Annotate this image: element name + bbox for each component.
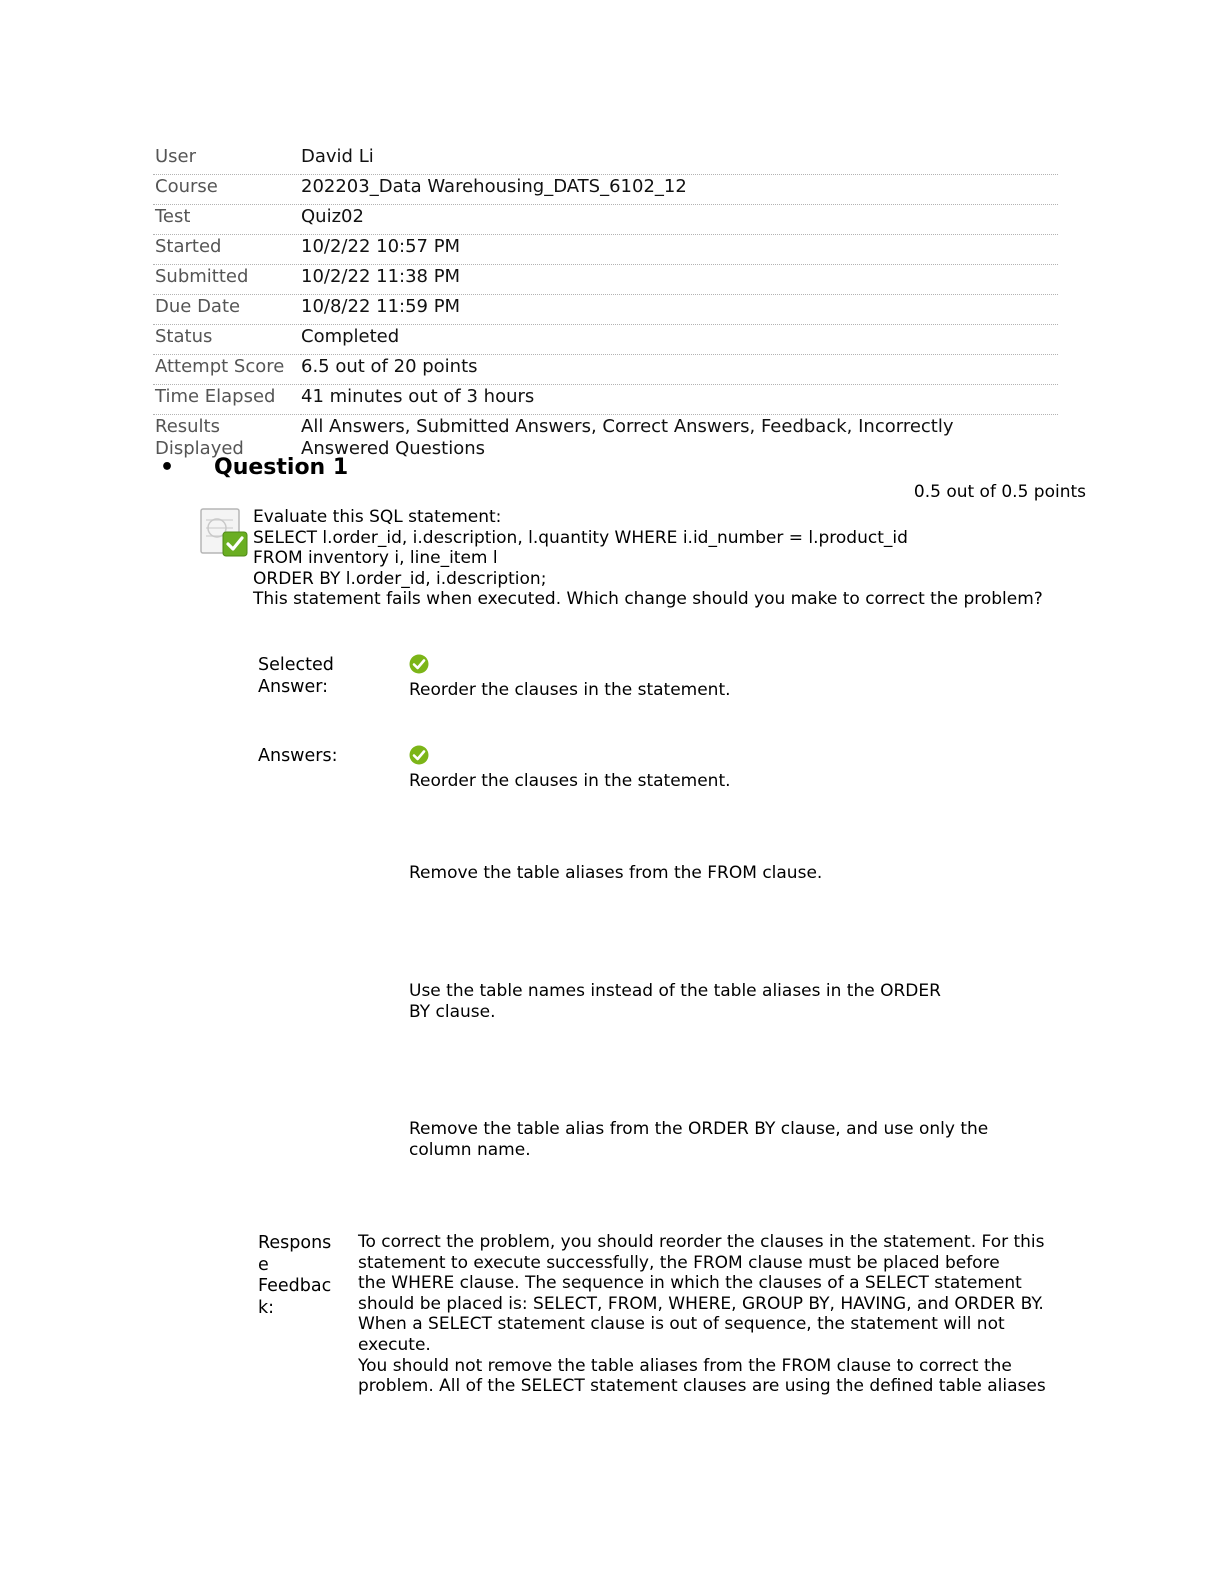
selected-answer-text: Reorder the clauses in the statement. <box>409 680 731 700</box>
summary-row-status <box>153 325 1058 355</box>
summary-value: 10/2/22 10:57 PM <box>301 235 1058 265</box>
question-points: 0.5 out of 0.5 points <box>913 482 1086 502</box>
question-text-line: ORDER BY l.order_id, i.description; <box>253 568 547 589</box>
summary-row-time-elapsed <box>153 385 1058 415</box>
answers-label: Answers: <box>258 746 338 766</box>
summary-value: David Li <box>301 145 1058 175</box>
summary-value: 202203_Data Warehousing_DATS_6102_12 <box>301 175 1058 205</box>
question-title: Question 1 <box>214 455 349 480</box>
summary-value: All Answers, Submitted Answers, Correct Answers, Feedback, Incorrectly Answered Questions <box>301 416 954 459</box>
summary-label: User <box>153 145 301 175</box>
summary-value: 41 minutes out of 3 hours <box>301 385 1058 415</box>
attempt-summary-table <box>153 145 1058 460</box>
correct-question-icon <box>197 506 249 558</box>
green-check-icon <box>409 745 429 765</box>
summary-value: 10/8/22 11:59 PM <box>301 295 1058 325</box>
summary-label: Status <box>153 325 301 355</box>
summary-row-attempt-score <box>153 355 1058 385</box>
summary-value: Quiz02 <box>301 205 1058 235</box>
answer-option: Use the table names instead of the table aliases in the ORDER BY clause. <box>409 981 941 1022</box>
response-feedback-label: Respons e Feedbac k: <box>258 1233 332 1318</box>
summary-label: Attempt Score <box>153 355 301 385</box>
summary-row-due-date <box>153 295 1058 325</box>
answer-option: Reorder the clauses in the statement. <box>409 771 731 791</box>
answer-option: Remove the table alias from the ORDER BY clause, and use only the column name. <box>409 1119 989 1160</box>
question-text-line: SELECT l.order_id, i.description, l.quantity WHERE i.id_number = l.product_id <box>253 527 908 548</box>
summary-value: Completed <box>301 325 1058 355</box>
summary-value: 10/2/22 11:38 PM <box>301 265 1058 295</box>
bullet: • <box>160 455 175 480</box>
question-text-line: FROM inventory i, line_item l <box>253 548 498 569</box>
summary-row-user <box>153 145 1058 175</box>
summary-label: Submitted <box>153 265 301 295</box>
summary-value: 6.5 out of 20 points <box>301 355 1058 385</box>
question-text-line: This statement fails when executed. Which change should you make to correct the problem? <box>253 589 1043 610</box>
summary-label: Results Displayed <box>155 416 244 459</box>
summary-row-course <box>153 175 1058 205</box>
green-check-icon <box>409 654 429 674</box>
summary-row-test <box>153 205 1058 235</box>
question-text <box>253 507 1103 610</box>
summary-row-submitted <box>153 265 1058 295</box>
summary-label: Started <box>153 235 301 265</box>
summary-label: Course <box>153 175 301 205</box>
summary-row-results-displayed <box>153 415 1058 461</box>
question-text-line: Evaluate this SQL statement: <box>253 507 502 527</box>
summary-label: Due Date <box>153 295 301 325</box>
summary-row-started <box>153 235 1058 265</box>
response-feedback-text: To correct the problem, you should reorder the clauses in the statement. For this statement to execute successfully, the FROM clause must be placed before the WHERE clause. The sequence in which the clauses of a SELECT statement should be placed is: SELECT, FROM, WHERE, GROUP BY, HAVING, and ORDER BY. When a SELECT statement clause is out of sequence, the statement will not execute. You should not remove the table aliases from the FROM clause to correct the problem. All of the SELECT statement clauses are using the defined table aliases <box>358 1232 1046 1397</box>
answer-option: Remove the table aliases from the FROM clause. <box>409 863 823 883</box>
summary-label: Test <box>153 205 301 235</box>
summary-label: Time Elapsed <box>153 385 301 415</box>
selected-answer-label: Selected Answer: <box>258 655 334 697</box>
